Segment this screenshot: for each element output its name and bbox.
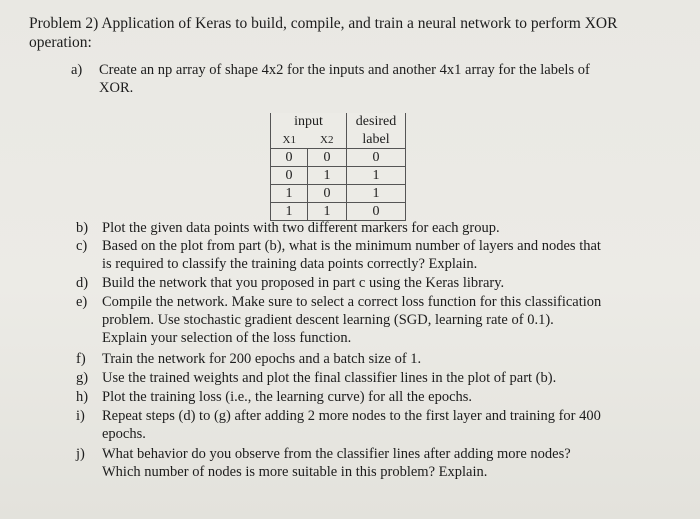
item-j-line-2: Which number of nodes is more suitable in this problem? Explain. xyxy=(102,464,488,480)
table-subheader-row xyxy=(271,131,406,149)
table-header-row xyxy=(271,113,406,131)
cell-x1: 0 xyxy=(271,167,308,185)
item-j-label: j) xyxy=(76,446,85,462)
table-row xyxy=(271,149,406,167)
item-g-line-1: Use the trained weights and plot the final classifier lines in the plot of part (b). xyxy=(102,370,557,386)
item-i-label: i) xyxy=(76,408,85,424)
item-f-line-1: Train the network for 200 epochs and a batch size of 1. xyxy=(102,351,422,367)
item-f-label: f) xyxy=(76,351,86,367)
item-d xyxy=(76,275,676,293)
problem-title: Problem 2) Application of Keras to build, compile, and train a neural network to perform XOR operation: xyxy=(29,15,618,51)
cell-x2: 1 xyxy=(308,203,347,221)
item-h-label: h) xyxy=(76,389,89,405)
table-row xyxy=(271,167,406,185)
cell-x2: 1 xyxy=(308,167,347,185)
item-e-label: e) xyxy=(76,294,88,310)
item-h-line-1: Plot the training loss (i.e., the learning curve) for all the epochs. xyxy=(102,389,473,405)
item-d-line-1: Build the network that you proposed in part c using the Keras library. xyxy=(102,275,505,291)
item-b-label: b) xyxy=(76,220,89,236)
item-i-line-1: Repeat steps (d) to (g) after adding 2 more nodes to the first layer and training for 400 xyxy=(102,408,601,424)
cell-label: 0 xyxy=(347,203,406,221)
item-a-label: a) xyxy=(71,62,83,78)
cell-label: 1 xyxy=(347,167,406,185)
header-label: label xyxy=(347,131,406,149)
item-a-line-2: XOR. xyxy=(99,80,134,96)
item-b-line-1: Plot the given data points with two different markers for each group. xyxy=(102,220,500,236)
item-b xyxy=(76,220,676,238)
item-e-line-3: Explain your selection of the loss function. xyxy=(102,330,352,346)
item-j-line-1: What behavior do you observe from the classifier lines after adding more nodes? xyxy=(102,446,571,462)
cell-x2: 0 xyxy=(308,185,347,203)
item-c-line-1: Based on the plot from part (b), what is the minimum number of layers and nodes that xyxy=(102,238,601,254)
cell-x1: 1 xyxy=(271,185,308,203)
item-d-label: d) xyxy=(76,275,89,291)
header-x2: X2 xyxy=(308,131,347,149)
cell-label: 1 xyxy=(347,185,406,203)
item-f xyxy=(76,351,676,369)
item-c-line-2: is required to classify the training data points correctly? Explain. xyxy=(102,256,478,272)
cell-x2: 0 xyxy=(308,149,347,167)
item-e-line-1: Compile the network. Make sure to select a correct loss function for this classification xyxy=(102,294,602,310)
item-g xyxy=(76,370,676,388)
item-h xyxy=(76,389,676,407)
item-i-line-2: epochs. xyxy=(102,426,146,442)
header-input: input xyxy=(271,113,347,131)
item-a-line-1: Create an np array of shape 4x2 for the inputs and another 4x1 array for the labels of xyxy=(99,62,590,78)
item-c-label: c) xyxy=(76,238,88,254)
cell-x1: 1 xyxy=(271,203,308,221)
header-desired: desired xyxy=(347,113,406,131)
item-j xyxy=(76,446,676,482)
table-row xyxy=(271,185,406,203)
item-a xyxy=(71,62,671,98)
item-e xyxy=(76,294,676,348)
cell-x1: 0 xyxy=(271,149,308,167)
item-c xyxy=(76,238,676,274)
header-x1: X1 xyxy=(271,131,308,149)
cell-label: 0 xyxy=(347,149,406,167)
xor-truth-table xyxy=(270,113,406,221)
item-i xyxy=(76,408,686,444)
item-g-label: g) xyxy=(76,370,89,386)
table-row xyxy=(271,203,406,221)
item-e-line-2: problem. Use stochastic gradient descent learning (SGD, learning rate of 0.1). xyxy=(102,312,554,328)
